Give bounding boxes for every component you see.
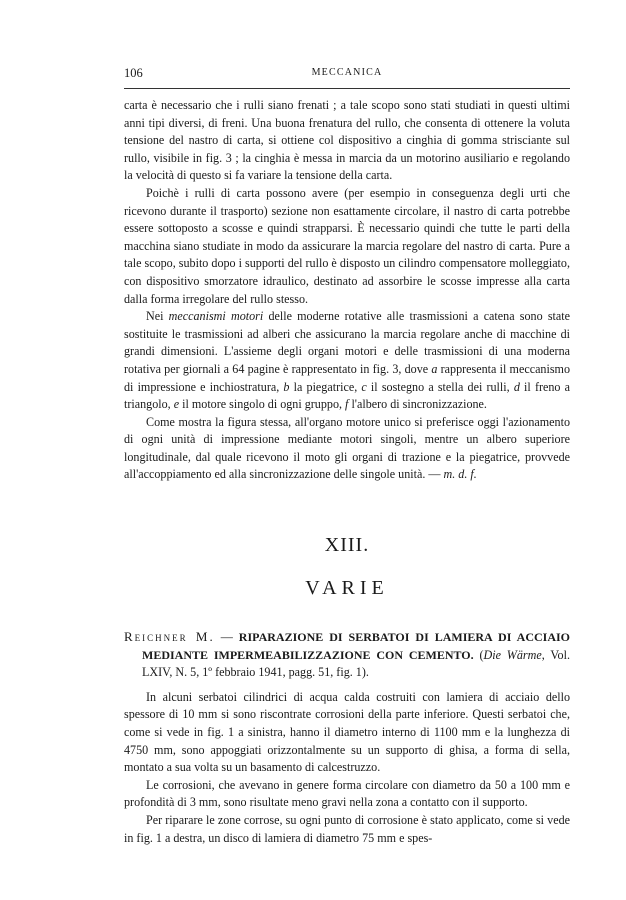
running-head: [124, 66, 570, 84]
figure-letter: a: [431, 361, 438, 376]
italic-term: meccanismi motori: [168, 309, 264, 324]
paragraph: Poichè i rulli di carta possono avere (per esempio in conseguenza degli urti che ricevono durante il trasporto) sezione non esattamente circolare, il nastro di carta potrebbe essere sottoposto a scosse e quindi strapparsi. È necessario quindi che tutte le parti della macchina siano studiate in modo da assicurare la marcia regolare del nastro di carta. Pure a tale scopo, subito dopo i supporti del rullo è disposto un cilindro compensatore molleggiato, con dispositivo smorzatore idraulico, destinato ad assorbire le scosse impresse alla carta dalla forma irregolare del rullo stesso.: [124, 185, 570, 306]
text-run: delle moderne rotative alle trasmissioni a catena sono state sostituite le trasmissioni ad alberi che assicurano la marcia regolare anche di macchine di grandi dimensioni. L'assieme degli organi motori e delle trasmissioni di una moderna rotativa per giornali a 64 pagine è rappresentato in fig. 3, dove: [124, 309, 570, 376]
text-run: la piegatrice,: [289, 379, 362, 394]
article-title: RIPARAZIONE DI SERBATOI DI LAMIERA DI ACCIAIO MEDIANTE IMPERMEABILIZZAZIONE CON CEMENTO.: [142, 630, 571, 662]
article-body: [124, 97, 570, 484]
author-name: Reichner M.: [124, 629, 215, 645]
text-run: Come mostra la figura stessa, all'organo motore unico si preferisce oggi l'azionamento di ogni unità di impressione mediante motori singoli, mentre un albero superiore longitudinale, dal quale ricevono il moto gli organi di trazione e la piegatrice, provvede all'accoppiamento ed alla sincronizzazione delle singole unità. —: [124, 414, 570, 482]
text-run: —: [214, 630, 239, 645]
paragraph: [124, 414, 570, 484]
text-run: Nei: [146, 309, 169, 324]
paragraph: Per riparare le zone corrose, su ogni punto di corrosione è stato applicato, come si vede in fig. 1 a destra, un disco di lamiera di diametro 75 mm e spes-: [124, 813, 570, 845]
section-title: VARIE: [305, 577, 389, 600]
entry-heading: [124, 628, 570, 682]
figure-letter: e: [173, 397, 180, 412]
figure-letter: f: [345, 397, 349, 412]
journal-page: [124, 66, 570, 847]
figure-letter: b: [283, 379, 290, 394]
header-rule: [124, 88, 570, 89]
paragraph: Le corrosioni, che avevano in genere forma circolare con diametro da 50 a 100 mm e profondità di 3 mm, sono risultate meno gravi nella zona a contatto con il supporto.: [124, 777, 570, 810]
paragraph: [124, 308, 570, 414]
paragraph: In alcuni serbatoi cilindrici di acqua calda costruiti con lamiera di acciaio dello spessore di 10 mm si sono riscontrate corrosioni della parte inferiore. Questi serbatoi che, come si vede in fig. 1 a sinistra, hanno il diametro interno di 1100 mm e la lunghezza di 4750 mm, sono appoggiati orizzontalmente su un supporto di ghisa, a forma di sella, montato a sua volta su un basamento di calcestruzzo.: [124, 689, 570, 775]
text-run: il motore singolo di ogni gruppo,: [179, 397, 346, 412]
text-run: (: [473, 647, 484, 662]
text-run: l'albero di sincronizzazione.: [348, 397, 487, 412]
figure-letter: d: [513, 379, 520, 394]
journal-name: Die Wärme: [483, 647, 542, 662]
figure-letter: c: [361, 379, 367, 394]
citation-details: , Vol. LXIV, N. 5, 1º febbraio 1941, pagg. 51, fig. 1).: [142, 647, 570, 680]
entry-body: [124, 689, 570, 847]
running-title: MECCANICA: [311, 67, 383, 78]
abstract-entry: [124, 628, 570, 847]
section-number: XIII.: [324, 534, 370, 557]
page-number: 106: [124, 66, 143, 80]
author-initials: m. d. f.: [443, 467, 477, 482]
paragraph: carta è necessario che i rulli siano frenati ; a tale scopo sono stati studiati in questi ultimi anni tipi diversi, di freni. Una buona frenatura del rullo, che consenta di ottenere la voluta tensione del nastro di carta, si ottiene col dispositivo a cinghia di gomma strisciante sul rullo, visibile in fig. 3 ; la cinghia è messa in marcia da un motorino ausiliario e regolando la velocità di questo si fa variare la tensione della carta.: [124, 98, 570, 183]
text-run: rappresenta il meccanismo di impressione e inchiostratura,: [124, 361, 570, 394]
text-run: il freno a triangolo,: [124, 379, 570, 412]
text-run: il sostegno a stella dei rulli,: [366, 379, 514, 394]
